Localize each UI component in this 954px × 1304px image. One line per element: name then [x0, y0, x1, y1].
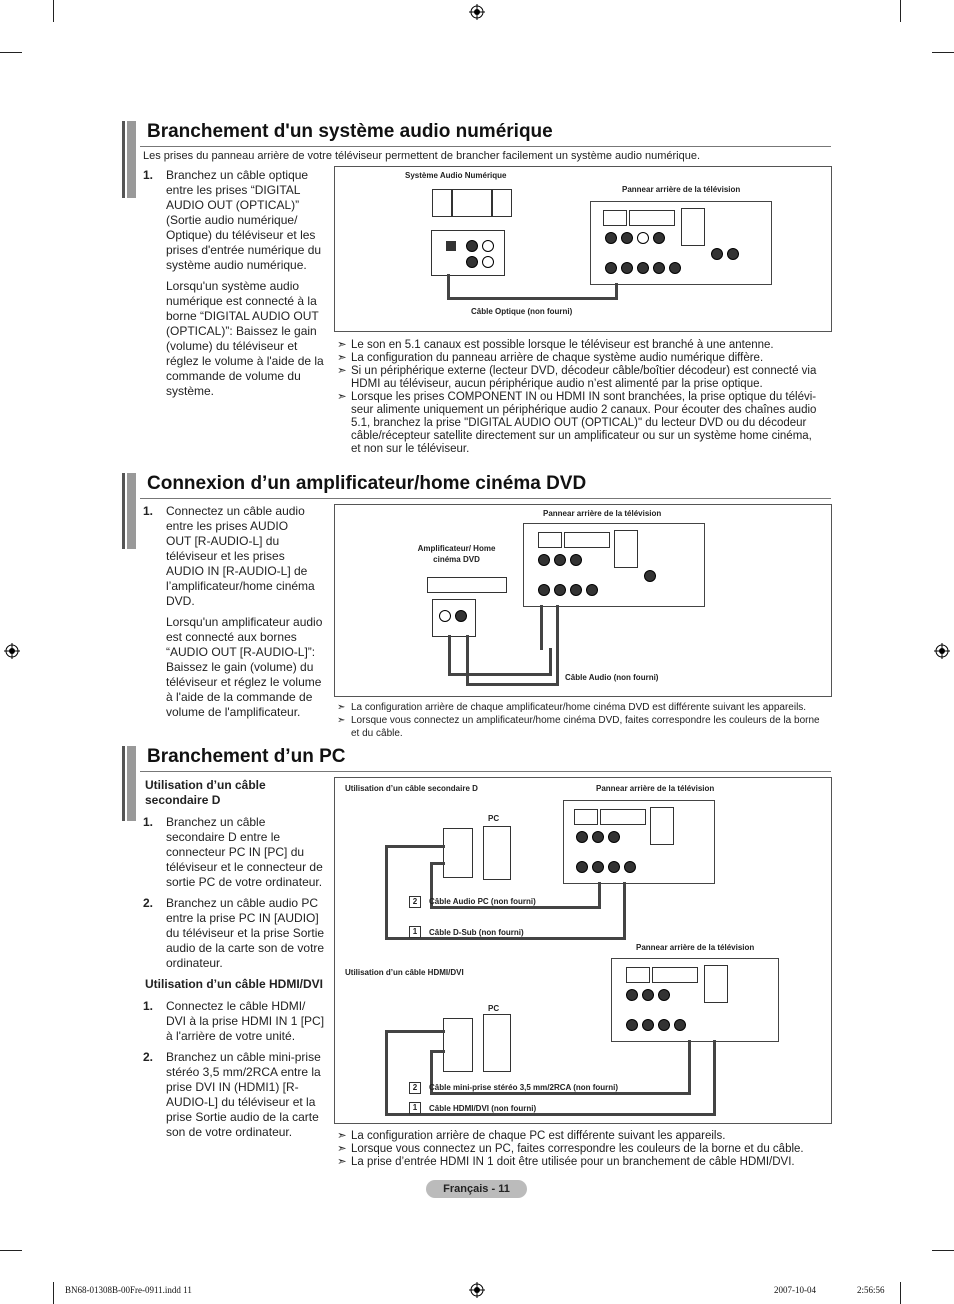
- crop-mark: [53, 1282, 54, 1304]
- cable-number-badge: 1: [409, 926, 421, 938]
- rca-jack-icon: [621, 232, 633, 244]
- hdmi-port-icon: [704, 965, 728, 1003]
- rca-jack-icon: [653, 262, 665, 274]
- figure-label-cable-hdmi: Câble HDMI/DVI (non fourni): [429, 1104, 537, 1113]
- hdmi-cable: [713, 1040, 716, 1116]
- note-item: ➣ Lorsque vous connectez un PC, faites correspondre les couleurs de la borne et du câble.: [337, 1143, 804, 1155]
- mini-jack-cable: [688, 1040, 691, 1095]
- pc-tower-icon: [483, 826, 511, 880]
- rca-jack-icon: [608, 861, 620, 873]
- speaker-icon: [432, 189, 452, 217]
- note-item: ➣ Le son en 5.1 canaux est possible lorsque le téléviseur est branché à une antenne.: [337, 339, 774, 351]
- rca-jack-icon: [608, 831, 620, 843]
- section2-title: Connexion d’un amplificateur/home cinéma DVD: [147, 473, 587, 494]
- step-text: Connectez le câble HDMI/ DVI à la prise HDMI IN 1 [PC] à l'arrière de votre unité.: [166, 999, 325, 1043]
- step-number: 2.: [143, 896, 154, 910]
- crop-mark: [900, 1282, 901, 1304]
- registration-mark-icon: [934, 643, 950, 659]
- step-number: 1.: [143, 999, 154, 1013]
- pc-tower-icon: [483, 1014, 511, 1072]
- section2-step1: [143, 504, 328, 609]
- rca-jack-icon: [538, 584, 550, 596]
- section-rule: [140, 771, 831, 772]
- rca-jack-icon: [455, 610, 467, 622]
- note-arrow-icon: ➣: [337, 391, 347, 403]
- rca-jack-icon: [653, 232, 665, 244]
- rca-jack-icon: [637, 262, 649, 274]
- footer-time: 2:56:56: [857, 1285, 885, 1295]
- figure-label-panel-bottom: Pannear arrière de la télévision: [636, 943, 755, 952]
- rca-jack-icon: [538, 554, 550, 566]
- step-text: Branchez un câble optique entre les prises “DIGITAL AUDIO OUT (OPTICAL)” (Sortie audio numérique/ Optique) du téléviseur et les prises d'entrée numérique du système audio numérique.: [166, 168, 322, 272]
- figure-label-amplifier: Amplificateur/ Home cinéma DVD: [417, 544, 496, 564]
- hdmi-port-icon: [681, 208, 705, 246]
- section1-figure: [334, 166, 832, 332]
- rca-jack-icon: [570, 584, 582, 596]
- optical-jack-icon: [446, 241, 456, 251]
- note-item: ➣ Si un périphérique externe (lecteur DVD, décodeur câble/boîtier décodeur) est connecté via HDMI au téléviseur, aucun périphérique audio n’est alimenté par la prise optique.: [337, 365, 817, 390]
- hdmi-cable: [385, 1113, 715, 1116]
- figure-label-pc-top: PC: [488, 814, 500, 823]
- crop-mark: [0, 52, 22, 53]
- section2-paragraph: Lorsqu'un amplificateur audio est connecté aux bornes “AUDIO OUT [R-AUDIO-L]”: Baissez le gain (volume) du téléviseur et réglez le volume à l'aide de la commande de volume de l'amplificateur.: [166, 615, 323, 719]
- audio-pc-cable: [430, 906, 600, 909]
- mini-jack-cable: [430, 1092, 690, 1095]
- tv-rear-panel: [563, 800, 715, 884]
- note-item: ➣ La prise d’entrée HDMI IN 1 doit être utilisée pour un branchement de câble HDMI/DVI.: [337, 1156, 795, 1168]
- rca-jack-icon: [711, 248, 723, 260]
- rca-jack-icon: [605, 262, 617, 274]
- port-group: [603, 210, 627, 226]
- section3-figure: [334, 777, 832, 1124]
- section-side-bar: [122, 473, 136, 549]
- rca-jack-icon: [626, 989, 638, 1001]
- figure-label-cable: Câble Optique (non fourni): [471, 307, 573, 316]
- crop-mark: [932, 1250, 954, 1251]
- rca-jack-icon: [482, 240, 494, 252]
- figure-label-cable-dsub: Câble D-Sub (non fourni): [429, 928, 524, 937]
- registration-mark-icon: [4, 643, 20, 659]
- note-item: ➣ La configuration du panneau arrière de chaque système audio numérique diffère.: [337, 352, 764, 364]
- rca-jack-icon: [669, 262, 681, 274]
- port-group: [652, 967, 698, 983]
- section3-hdmi-step2: [143, 1050, 328, 1140]
- footer-file-name: BN68-01308B-00Fre-0911.indd 11: [65, 1285, 192, 1295]
- rca-jack-icon: [658, 989, 670, 1001]
- figure-label-panel-top: Pannear arrière de la télévision: [596, 784, 715, 793]
- rca-jack-icon: [624, 861, 636, 873]
- crop-mark: [0, 1250, 22, 1251]
- rca-jack-icon: [466, 240, 478, 252]
- rca-jack-icon: [466, 256, 478, 268]
- section3-title: Branchement d’un PC: [147, 746, 346, 767]
- section1-paragraph: Lorsqu'un système audio numérique est connecté à la borne “DIGITAL AUDIO OUT (OPTICAL)”: Baissez le gain (volume) du téléviseur et réglez le volume à l'aide de la commande de volume du système.: [166, 279, 324, 398]
- rca-jack-icon: [642, 989, 654, 1001]
- rca-jack-icon: [727, 248, 739, 260]
- rca-jack-icon: [605, 232, 617, 244]
- rca-jack-icon: [576, 831, 588, 843]
- section3-hdmi-step1: [143, 999, 328, 1044]
- note-arrow-icon: ➣: [337, 715, 346, 726]
- note-arrow-icon: ➣: [337, 702, 346, 713]
- tv-rear-panel: [590, 201, 772, 285]
- note-arrow-icon: ➣: [337, 1130, 347, 1142]
- port-group: [600, 809, 646, 825]
- amplifier-back-panel: [432, 599, 476, 637]
- dsub-cable: [623, 882, 626, 940]
- hdmi-cable: [385, 1030, 388, 1116]
- pc-back-panel: [443, 1018, 473, 1072]
- port-group: [574, 809, 598, 825]
- rca-jack-icon: [576, 861, 588, 873]
- figure-label-cable-mini: Câble mini-prise stéréo 3,5 mm/2RCA (non fourni): [429, 1083, 619, 1092]
- subheading-hdmi: Utilisation d’un câble HDMI/DVI: [145, 977, 324, 991]
- footer-date: 2007-10-04: [774, 1285, 816, 1295]
- rca-jack-icon: [439, 610, 451, 622]
- note-arrow-icon: ➣: [337, 1143, 347, 1155]
- section3-dsub-step1: [143, 815, 328, 890]
- section-rule: [140, 498, 831, 499]
- audio-cable: [549, 648, 552, 676]
- crop-mark: [53, 0, 54, 22]
- rca-jack-icon: [554, 554, 566, 566]
- dsub-cable: [385, 845, 388, 940]
- rca-jack-icon: [637, 232, 649, 244]
- section1-title: Branchement d'un système audio numérique: [147, 121, 553, 142]
- speaker-icon: [492, 189, 512, 217]
- figure-label-cable-audio-pc: Câble Audio PC (non fourni): [429, 897, 536, 906]
- audio-cable: [466, 635, 469, 685]
- audio-pc-cable: [598, 882, 601, 909]
- note-arrow-icon: ➣: [337, 352, 347, 364]
- hdmi-cable: [385, 1030, 445, 1033]
- audio-system-back-panel: [431, 230, 505, 276]
- audio-cable: [448, 673, 552, 676]
- step-text: Branchez un câble audio PC entre la prise PC IN [AUDIO] du téléviseur et la prise Sortie audio de la carte son de votre ordinateur.: [166, 896, 325, 970]
- audio-cable: [448, 635, 451, 675]
- step-number: 1.: [143, 815, 154, 829]
- optical-cable: [447, 274, 450, 299]
- note-arrow-icon: ➣: [337, 339, 347, 351]
- section-rule: [140, 146, 831, 147]
- subheading-dsub: Utilisation d’un câble secondaire D: [145, 778, 266, 807]
- cable-number-badge: 1: [409, 1102, 421, 1114]
- rca-jack-icon: [570, 554, 582, 566]
- pc-back-panel: [443, 828, 473, 878]
- note-item: ➣ La configuration arrière de chaque PC est différente suivant les appareils.: [337, 1130, 726, 1142]
- registration-mark-icon: [469, 1282, 485, 1298]
- tv-rear-panel: [523, 523, 705, 607]
- registration-mark-icon: [469, 4, 485, 20]
- audio-cable: [556, 605, 559, 650]
- figure-label-panel: Pannear arrière de la télévision: [543, 509, 662, 518]
- figure-label-dsub-title: Utilisation d’un câble secondaire D: [345, 784, 478, 793]
- step-number: 1.: [143, 504, 154, 518]
- rca-jack-icon: [554, 584, 566, 596]
- note-item: ➣ Lorsque les prises COMPONENT IN ou HDMI IN sont branchées, la prise optique du télévi-seur alimente uniquement un périphérique audio 2 canaux. Pour écouter des chaînes audio 5.1, branchez la prise "DIGITAL AUDIO OUT (OPTICAL)" du lecteur DVD ou du décodeur câble/récepteur satellite directement sur un amplificateur ou sur un système home cinéma, et non sur le téléviseur.: [337, 391, 817, 455]
- rca-jack-icon: [592, 831, 604, 843]
- section1-intro: Les prises du panneau arrière de votre téléviseur permettent de brancher facilement un système audio numérique.: [143, 150, 701, 162]
- port-group: [626, 967, 650, 983]
- step-text: Branchez un câble secondaire D entre le connecteur PC IN [PC] du téléviseur et le connecteur de sortie PC de votre ordinateur.: [166, 815, 323, 889]
- rca-jack-icon: [482, 256, 494, 268]
- port-group: [564, 532, 610, 548]
- page-number-tab: Français - 11: [426, 1180, 527, 1198]
- optical-cable: [447, 297, 617, 300]
- audio-cable: [556, 648, 559, 686]
- rca-jack-icon: [644, 570, 656, 582]
- hdmi-port-icon: [614, 530, 638, 568]
- rca-jack-icon: [658, 1019, 670, 1031]
- section-side-bar: [122, 746, 136, 821]
- rca-jack-icon: [642, 1019, 654, 1031]
- note-item: ➣ La configuration arrière de chaque amplificateur/home cinéma DVD est différente suivant les appareils.: [337, 702, 807, 713]
- crop-mark: [900, 0, 901, 22]
- hdmi-port-icon: [650, 807, 674, 845]
- section1-step1: [143, 168, 328, 272]
- optical-cable: [615, 283, 618, 300]
- tv-rear-panel: [611, 958, 779, 1042]
- figure-label-cable: Câble Audio (non fourni): [565, 673, 659, 682]
- figure-label-system: Système Audio Numérique: [405, 171, 507, 180]
- audio-cable: [540, 605, 543, 650]
- figure-label-pc-bottom: PC: [488, 1004, 500, 1013]
- section2-figure: [334, 504, 832, 697]
- step-text: Branchez un câble mini-prise stéréo 3,5 mm/2RCA entre la prise DVI IN (HDMI1) [R-AUDIO-L] du téléviseur et la prise Sortie audio de la carte son de votre ordinateur.: [166, 1050, 321, 1139]
- note-item: ➣ Lorsque vous connectez un amplificateur/home cinéma DVD, faites correspondre les couleurs de la borne et du câble.: [337, 715, 820, 739]
- dvd-player-icon: [427, 577, 507, 593]
- note-arrow-icon: ➣: [337, 1156, 347, 1168]
- section-side-bar: [122, 121, 136, 198]
- audio-cable: [466, 683, 559, 686]
- dsub-cable: [385, 845, 445, 848]
- rca-jack-icon: [592, 861, 604, 873]
- section3-dsub-step2: [143, 896, 328, 971]
- cable-number-badge: 2: [409, 896, 421, 908]
- figure-label-panel: Pannear arrière de la télévision: [622, 185, 741, 194]
- port-group: [538, 532, 562, 548]
- crop-mark: [932, 52, 954, 53]
- port-group: [629, 210, 675, 226]
- figure-label-hdmi-title: Utilisation d’un câble HDMI/DVI: [345, 968, 464, 977]
- rca-jack-icon: [586, 584, 598, 596]
- step-text: Connectez un câble audio entre les prises AUDIO OUT [R-AUDIO-L] du téléviseur et les prises AUDIO IN [R-AUDIO-L] de l’amplificateur/home cinéma DVD.: [166, 504, 315, 608]
- step-number: 1.: [143, 168, 154, 182]
- receiver-icon: [452, 189, 492, 217]
- rca-jack-icon: [626, 1019, 638, 1031]
- dsub-cable: [385, 937, 625, 940]
- step-number: 2.: [143, 1050, 154, 1064]
- rca-jack-icon: [674, 1019, 686, 1031]
- cable-number-badge: 2: [409, 1082, 421, 1094]
- note-arrow-icon: ➣: [337, 365, 347, 377]
- rca-jack-icon: [621, 262, 633, 274]
